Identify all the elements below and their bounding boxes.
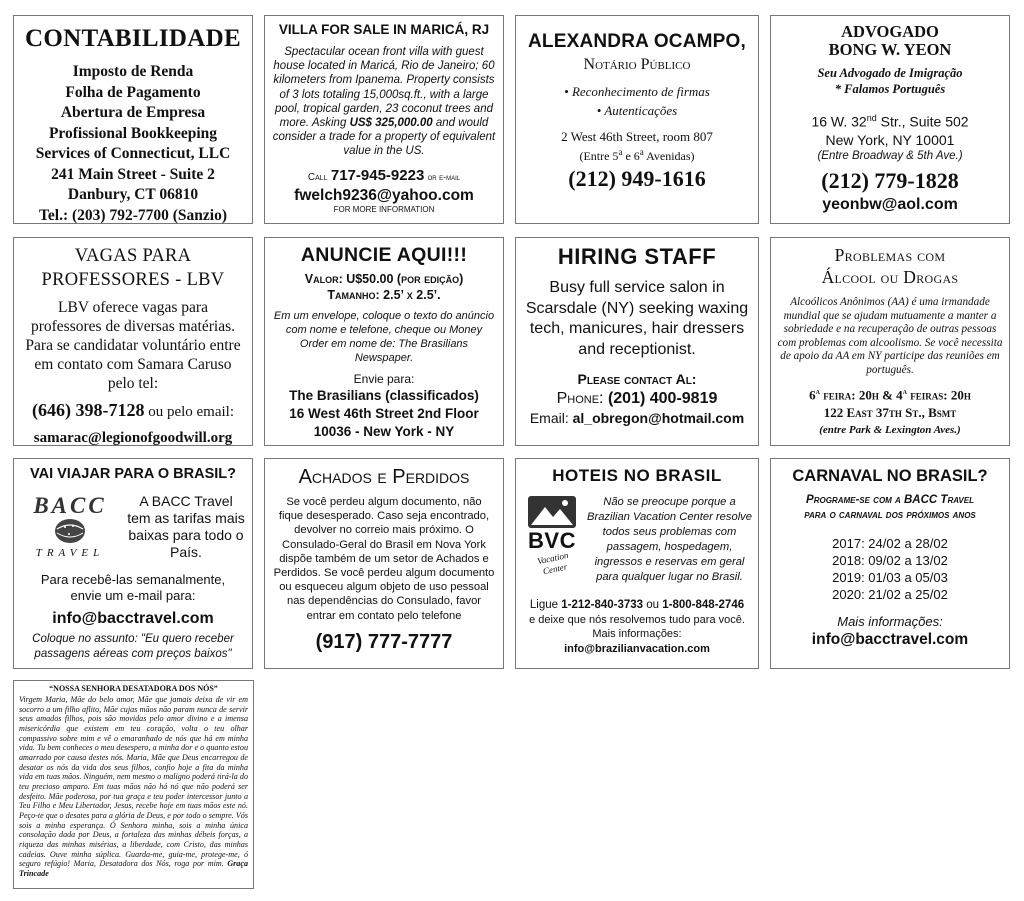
hiring-phone-line: Phone: (201) 400-9819 xyxy=(556,390,718,407)
yeon-phone: (212) 779-1828 xyxy=(821,167,959,193)
carnaval-date: 2020: 21/02 a 25/02 xyxy=(832,587,948,602)
carnaval-title: CARNAVAL NO BRASIL? xyxy=(792,467,988,485)
hoteis-phones: Ligue 1-212-840-3733 ou 1-800-848-2746 xyxy=(529,599,745,611)
alcool-body: Alcoólicos Anônimos (AA) é uma irmandade mundial que se ajudam mutuamente a manter a sobriedade e na recuperação de outras pessoas com problemas com alcoolismo. Se você necessita de apoio da AA em NY participe das reuniões em português. xyxy=(777,296,1003,376)
contabilidade-line: Services of Connecticut, LLC xyxy=(35,145,231,162)
ad-vagas xyxy=(13,237,253,446)
mountain-icon xyxy=(527,495,577,529)
nossa-senhora-body: Virgem Maria, Mãe do belo amor, Mãe que jamais deixa de vir em socorro a um filho aflito, Mãe cujas mãos não param nunca de servir seus amados filhos, pois são movidas pelo amor divino e a imensa misericórdia que existem em teu coração, volta o teu olhar compassivo sobre mim e vê o emaranhado de nós que há em minha vida. Tu bem conheces o meu desespero, a minha dor e o quanto estou amarrado por causa destes nós. Maria, Mãe que Deus encarregou de desatar os nós da vida dos seus filhos, confio hoje a fita da minha vida em tuas mãos. Ninguém, nem mesmo o maligno poderá tirá-la do teu precioso amparo. Em tuas mãos não há nó que não poderá ser desfeito. Mãe poderosa, por tua graça e teu poder intercessor junto a Teu Filho e Meu Libertador, Jesus, recebe hoje em tuas mãos este nó. Peço-te que o desates para a glória de Deus, e por todo o sempre. Vós sois a minha esperança. Ó Senhora minha, sois a minha única consolação dada por Deus, a fortaleza das minhas débeis forças, a riqueza das minhas misérias, a liberdade, com Cristo, das minhas cadeias. Ouve minha súplica. Guarda-me, guia-me, protege-me, ó seguro refúgio! Maria, Desatadora dos Nós, roga por mim. Graça Trincade xyxy=(19,695,248,878)
ad-anuncie xyxy=(264,237,504,446)
ad-achados xyxy=(264,458,504,669)
contabilidade-line: Danbury, CT 06810 xyxy=(67,186,199,203)
ad-alcool xyxy=(770,237,1010,446)
contabilidade-line: Folha de Pagamento xyxy=(65,83,201,101)
anuncie-envie: Envie para: xyxy=(353,372,415,386)
hiring-email-line: Email: al_obregon@hotmail.com xyxy=(529,410,745,426)
anuncie-address: The Brasilians (classificados) 16 West 46th Street 2nd Floor 10036 - New York - NY xyxy=(289,388,479,439)
bvc-logo-text: BVC xyxy=(528,528,576,553)
villa-phone: 717-945-9223 xyxy=(330,166,425,184)
villa-body: Spectacular ocean front villa with guest house located in Maricá, Rio de Janeiro; 60 kilometers from Ipanema. Property consists of 3 lots totaling 15,000sq.ft., with a large pool, tropical garden, 23 coconut trees and more. Asking US$ 325,000.00 and would consider a trade for a property of equivalent value in the US. xyxy=(272,46,496,158)
vagas-phone: (646) 398-7128 xyxy=(31,400,145,420)
anuncie-tamanho: Tamanho: 2.5’ x 2.5’. xyxy=(327,288,441,302)
hoteis-title: HOTEIS NO BRASIL xyxy=(552,466,722,485)
ocampo-service: • Reconhecimento de firmas xyxy=(564,84,710,99)
vai-viajar-email: info@bacctravel.com xyxy=(52,610,214,627)
alcool-address: 122 East 37th St., Bsmt xyxy=(823,405,957,421)
vagas-email: samarac@legionofgoodwill.org xyxy=(33,430,233,446)
vai-viajar-desc: A BACC Travel tem as tarifas mais baixas para todo o País. xyxy=(127,493,245,560)
yeon-title: ADVOGADO BONG W. YEON xyxy=(828,22,952,59)
hoteis-phone: 1-800-848-2746 xyxy=(662,599,745,611)
ocampo-name: ALEXANDRA OCAMPO, xyxy=(527,31,747,52)
ad-nossa-senhora xyxy=(13,680,254,889)
hiring-contact: Please contact Al: xyxy=(577,371,697,387)
bacc-logo-text: BACC xyxy=(33,493,107,518)
contabilidade-line: Abertura de Empresa xyxy=(60,104,206,121)
contabilidade-phone: Tel.: (203) 792-7700 (Sanzio) xyxy=(39,206,227,224)
ad-contabilidade xyxy=(13,15,253,224)
yeon-cross: (Entre Broadway & 5th Ave.) xyxy=(817,149,963,162)
carnaval-info: Mais informações: xyxy=(837,614,943,629)
hoteis-email: info@brazilianvacation.com xyxy=(564,643,710,655)
ad-vai-viajar xyxy=(13,458,253,669)
ocampo-address: 2 West 46th Street, room 807 xyxy=(561,129,713,144)
hoteis-phone: 1-212-840-3733 xyxy=(561,599,644,611)
alcool-title: Problemas com Álcool ou Drogas xyxy=(821,245,959,287)
achados-phone: (917) 777-7777 xyxy=(315,630,453,653)
ad-carnaval xyxy=(770,458,1010,669)
hoteis-body: Não se preocupe porque a Brazilian Vacation Center resolve todos seus problemas com passagem, hospedagem, ingressos e reservas em geral para qualquer lugar no Brasil. xyxy=(587,496,752,583)
ad-ocampo xyxy=(515,15,759,224)
bvc-logo-subtext: Vacation Center xyxy=(536,549,570,577)
hiring-title: HIRING STAFF xyxy=(557,244,717,269)
vagas-body: LBV oferece vagas para professores de diversas matérias. Para se candidatar voluntário entre em contato com Samara Caruso pelo tel: xyxy=(25,299,241,392)
yeon-email: yeonbw@aol.com xyxy=(822,195,958,213)
hiring-phone: (201) 400-9819 xyxy=(607,390,718,407)
villa-title: VILLA FOR SALE IN MARICÁ, RJ xyxy=(278,22,490,37)
bacc-travel-logo xyxy=(20,493,120,568)
vai-viajar-line2: Para recebê-las semanalmente, envie um e-mail para: xyxy=(40,572,226,603)
alcool-cross: (entre Park & Lexington Aves.) xyxy=(819,424,961,437)
vagas-phone-line: (646) 398-7128 ou pelo email: xyxy=(31,400,235,420)
vai-viajar-title: VAI VIAJAR PARA O BRASIL? xyxy=(30,466,236,482)
carnaval-date: 2019: 01/03 a 05/03 xyxy=(832,570,948,585)
ocampo-service: • Autenticações xyxy=(596,103,678,118)
anuncie-body: Em um envelope, coloque o texto do anúncio com nome e telefone, cheque ou Money Order em nome de: The Brasilians Newspaper. xyxy=(273,310,495,364)
alcool-meetings: 6$^a$ feira: 20h & 4$^a$ feiras: 20h xyxy=(809,386,971,403)
vagas-title: VAGAS PARA PROFESSORES - LBV xyxy=(41,246,225,290)
bacc-logo-subtext: TRAVEL xyxy=(35,547,105,559)
contabilidade-line: Profissional Bookkeeping xyxy=(48,124,218,142)
contabilidade-line: 241 Main Street - Suite 2 xyxy=(51,165,215,183)
carnaval-date: 2018: 09/02 a 13/02 xyxy=(832,553,948,568)
bvc-logo xyxy=(521,495,583,579)
ad-yeon xyxy=(770,15,1010,224)
vai-viajar-subject: Coloque no assunto: "Eu quero receber passagens aéreas com preços baixos" xyxy=(32,633,234,660)
anuncie-title: ANUNCIE AQUI!!! xyxy=(300,244,468,266)
nossa-senhora-signature: Graça Trincade xyxy=(19,859,248,878)
achados-title: Achados e Perdidos xyxy=(298,466,470,488)
villa-price: US$ 325,000.00 xyxy=(349,117,433,130)
contabilidade-title: CONTABILIDADE xyxy=(25,25,241,52)
hiring-email: al_obregon@hotmail.com xyxy=(572,410,745,426)
villa-more-info: FOR MORE INFORMATION xyxy=(333,204,435,214)
anuncie-valor: Valor: U$50.00 (por edição) xyxy=(304,272,464,286)
villa-email: fwelch9236@yahoo.com xyxy=(294,186,474,204)
carnaval-sub: Programe-se com a BACC Travel para o carnaval dos próximos anos xyxy=(804,494,976,521)
carnaval-email: info@bacctravel.com xyxy=(811,631,969,648)
hiring-body: Busy full service salon in Scarsdale (NY) seeking waxing tech, manicures, hair dressers and receptionist. xyxy=(525,279,749,358)
carnaval-date: 2017: 24/02 a 28/02 xyxy=(832,536,948,551)
ocampo-phone: (212) 949-1616 xyxy=(568,166,706,191)
yeon-address: 16 W. 32nd Str., Suite 502 New York, NY 10001 xyxy=(811,113,969,148)
ad-villa xyxy=(264,15,504,224)
nossa-senhora-title: “NOSSA SENHORA DESATADORA DOS NÓS” xyxy=(49,684,218,693)
ocampo-cross: (Entre 5$^a$ e 6$^a$ Avenidas) xyxy=(579,147,695,163)
villa-call-label: Call xyxy=(307,171,328,183)
hoteis-info: Mais informações: info@brazilianvacation.com xyxy=(564,628,710,655)
yeon-tag: Seu Advogado de Imigração * Falamos Português xyxy=(817,66,963,96)
ocampo-subtitle: Notário Público xyxy=(583,56,691,73)
ad-hiring xyxy=(515,237,759,446)
achados-body: Se você perdeu algum documento, não fique desesperado. Caso seja encontrado, devolver no correio mais próximo. O Consulado-Geral do Brasil em Nova York dispõe também de um setor de Achados e Perdidos. Se você perdeu algum documento ou esqueceu algum objeto de uso pessoal nas dependências do Consulado, favor entrar em contato pelo telefone xyxy=(273,496,495,622)
contabilidade-line: Imposto de Renda xyxy=(72,63,194,80)
globe-icon xyxy=(53,517,87,545)
hoteis-line2: e deixe que nós resolvemos tudo para você. xyxy=(529,614,745,626)
carnaval-dates xyxy=(777,535,1003,603)
ad-hoteis xyxy=(515,458,759,669)
villa-or-email: or e-mail xyxy=(427,171,461,182)
